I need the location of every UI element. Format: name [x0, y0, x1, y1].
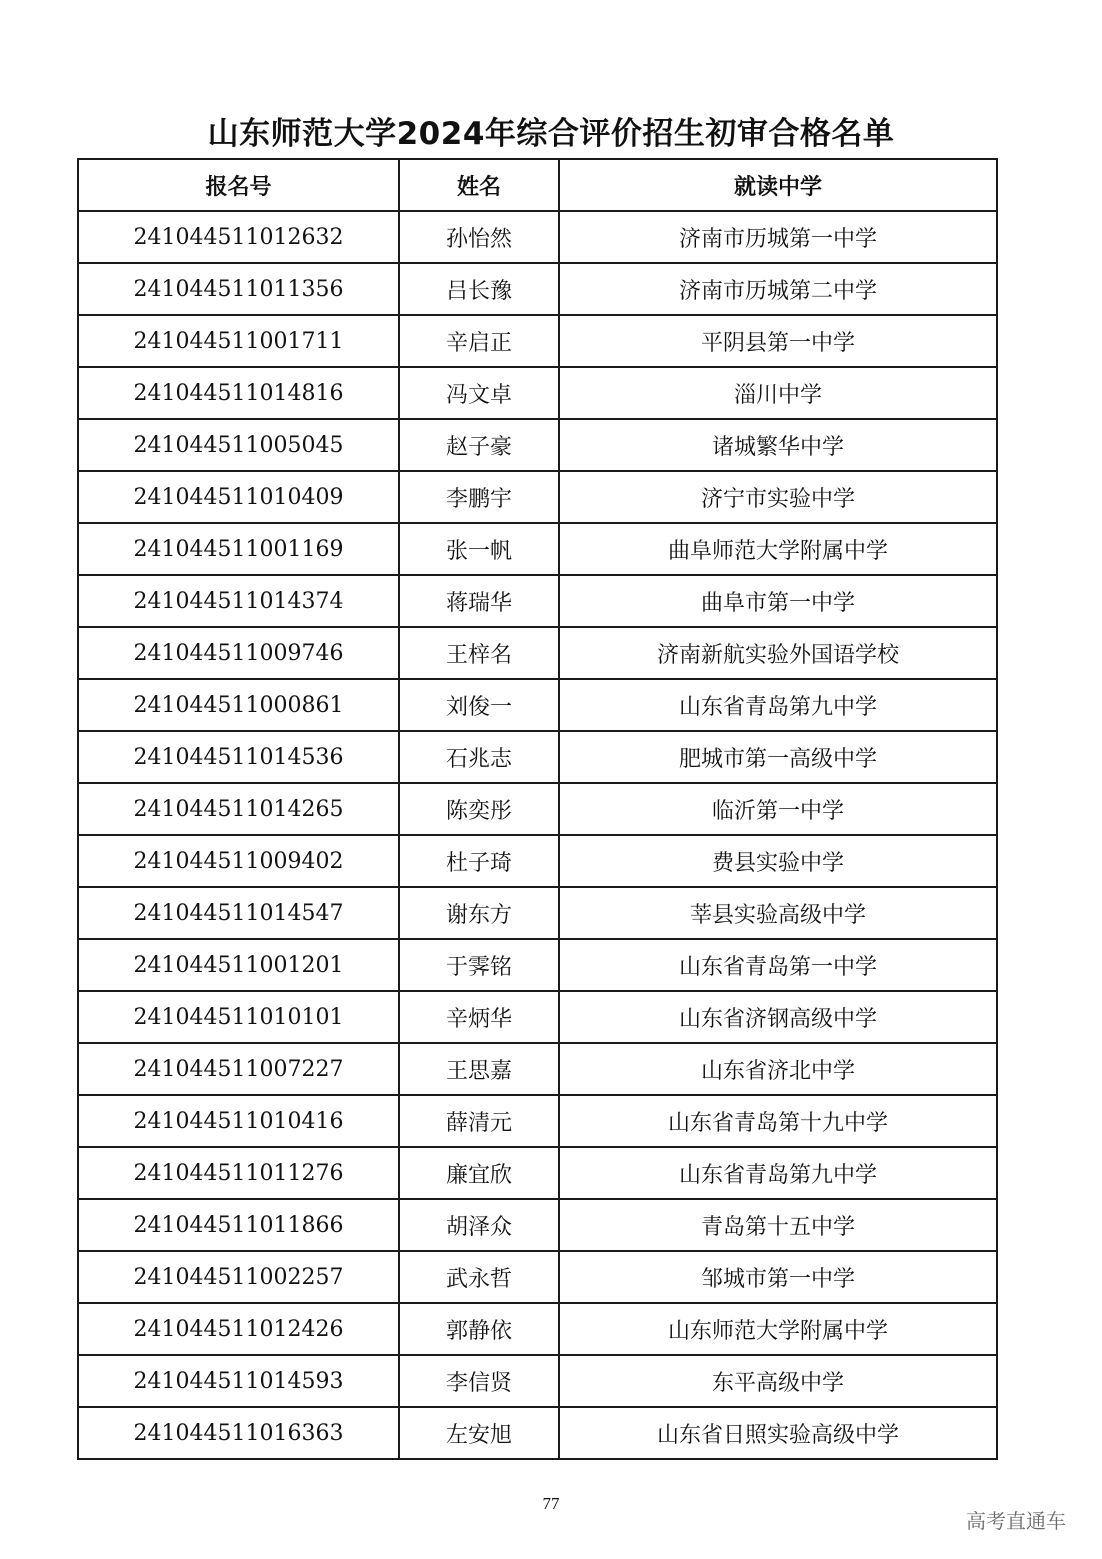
- registration-number-cell: 241044511014547: [78, 887, 399, 939]
- registration-number-cell: 241044511014374: [78, 575, 399, 627]
- school-cell: 淄川中学: [559, 367, 997, 419]
- student-name-cell: 郭静依: [399, 1303, 559, 1355]
- table-row: [78, 731, 997, 783]
- student-name-cell: 蒋瑞华: [399, 575, 559, 627]
- table-row: [78, 1043, 997, 1095]
- school-cell: 山东省青岛第十九中学: [559, 1095, 997, 1147]
- admission-list-table: [77, 158, 998, 1460]
- school-cell: 济南市历城第一中学: [559, 211, 997, 263]
- school-cell: 费县实验中学: [559, 835, 997, 887]
- table-row: [78, 1251, 997, 1303]
- school-cell: 东平高级中学: [559, 1355, 997, 1407]
- page-title: 山东师范大学2024年综合评价招生初审合格名单: [207, 116, 895, 152]
- school-cell: 临沂第一中学: [559, 783, 997, 835]
- registration-number-cell: 241044511009402: [78, 835, 399, 887]
- registration-number-cell: 241044511009746: [78, 627, 399, 679]
- student-name-cell: 吕长豫: [399, 263, 559, 315]
- table-row: [78, 471, 997, 523]
- student-name-cell: 于霁铭: [399, 939, 559, 991]
- table-row: [78, 523, 997, 575]
- student-name-cell: 薛清元: [399, 1095, 559, 1147]
- school-cell: 平阴县第一中学: [559, 315, 997, 367]
- school-cell: 山东省济北中学: [559, 1043, 997, 1095]
- registration-number-cell: 241044511012426: [78, 1303, 399, 1355]
- registration-number-cell: 241044511011866: [78, 1199, 399, 1251]
- student-name-cell: 胡泽众: [399, 1199, 559, 1251]
- table-row: [78, 263, 997, 315]
- table-row: [78, 783, 997, 835]
- school-cell: 济宁市实验中学: [559, 471, 997, 523]
- table-row: [78, 211, 997, 263]
- table-row: [78, 679, 997, 731]
- student-name-cell: 武永哲: [399, 1251, 559, 1303]
- registration-number-cell: 241044511011356: [78, 263, 399, 315]
- school-cell: 济南市历城第二中学: [559, 263, 997, 315]
- student-name-cell: 杜子琦: [399, 835, 559, 887]
- registration-number-cell: 241044511001201: [78, 939, 399, 991]
- table-row: [78, 1303, 997, 1355]
- school-cell: 山东省日照实验高级中学: [559, 1407, 997, 1459]
- school-cell: 济南新航实验外国语学校: [559, 627, 997, 679]
- school-cell: 邹城市第一中学: [559, 1251, 997, 1303]
- table-row: [78, 367, 997, 419]
- school-cell: 山东省青岛第一中学: [559, 939, 997, 991]
- table-row: [78, 1095, 997, 1147]
- student-name-cell: 王思嘉: [399, 1043, 559, 1095]
- registration-number-cell: 241044511002257: [78, 1251, 399, 1303]
- registration-number-cell: 241044511014816: [78, 367, 399, 419]
- school-cell: 山东省青岛第九中学: [559, 1147, 997, 1199]
- table-row: [78, 939, 997, 991]
- registration-number-cell: 241044511001169: [78, 523, 399, 575]
- registration-number-cell: 241044511012632: [78, 211, 399, 263]
- student-name-cell: 张一帆: [399, 523, 559, 575]
- student-name-cell: 陈奕彤: [399, 783, 559, 835]
- student-name-cell: 辛炳华: [399, 991, 559, 1043]
- student-name-cell: 谢东方: [399, 887, 559, 939]
- table-row: [78, 1407, 997, 1459]
- student-name-cell: 王梓名: [399, 627, 559, 679]
- student-name-cell: 李鹏宇: [399, 471, 559, 523]
- student-name-cell: 冯文卓: [399, 367, 559, 419]
- school-cell: 曲阜市第一中学: [559, 575, 997, 627]
- registration-number-cell: 241044511016363: [78, 1407, 399, 1459]
- school-cell: 莘县实验高级中学: [559, 887, 997, 939]
- table-row: [78, 627, 997, 679]
- registration-number-cell: 241044511001711: [78, 315, 399, 367]
- registration-number-cell: 241044511011276: [78, 1147, 399, 1199]
- registration-number-cell: 241044511000861: [78, 679, 399, 731]
- table-row: [78, 991, 997, 1043]
- registration-number-cell: 241044511007227: [78, 1043, 399, 1095]
- student-name-cell: 李信贤: [399, 1355, 559, 1407]
- table-row: [78, 1355, 997, 1407]
- header-name: 姓名: [399, 159, 559, 211]
- table-row: [78, 887, 997, 939]
- school-cell: 青岛第十五中学: [559, 1199, 997, 1251]
- watermark: 高考直通车: [966, 1509, 1066, 1533]
- student-name-cell: 孙怡然: [399, 211, 559, 263]
- registration-number-cell: 241044511014536: [78, 731, 399, 783]
- school-cell: 曲阜师范大学附属中学: [559, 523, 997, 575]
- registration-number-cell: 241044511005045: [78, 419, 399, 471]
- student-name-cell: 赵子豪: [399, 419, 559, 471]
- table-row: [78, 575, 997, 627]
- school-cell: 肥城市第一高级中学: [559, 731, 997, 783]
- school-cell: 山东师范大学附属中学: [559, 1303, 997, 1355]
- student-name-cell: 石兆志: [399, 731, 559, 783]
- header-registration-number: 报名号: [78, 159, 399, 211]
- table-row: [78, 835, 997, 887]
- header-school: 就读中学: [559, 159, 997, 211]
- school-cell: 诸城繁华中学: [559, 419, 997, 471]
- table-row: [78, 1147, 997, 1199]
- registration-number-cell: 241044511010416: [78, 1095, 399, 1147]
- school-cell: 山东省青岛第九中学: [559, 679, 997, 731]
- table-row: [78, 315, 997, 367]
- registration-number-cell: 241044511010409: [78, 471, 399, 523]
- table-row: [78, 1199, 997, 1251]
- page-number: 77: [542, 1494, 560, 1513]
- registration-number-cell: 241044511010101: [78, 991, 399, 1043]
- school-cell: 山东省济钢高级中学: [559, 991, 997, 1043]
- student-name-cell: 廉宜欣: [399, 1147, 559, 1199]
- student-name-cell: 辛启正: [399, 315, 559, 367]
- student-name-cell: 刘俊一: [399, 679, 559, 731]
- table-row: [78, 419, 997, 471]
- registration-number-cell: 241044511014265: [78, 783, 399, 835]
- student-name-cell: 左安旭: [399, 1407, 559, 1459]
- table-header-row: [78, 159, 997, 211]
- registration-number-cell: 241044511014593: [78, 1355, 399, 1407]
